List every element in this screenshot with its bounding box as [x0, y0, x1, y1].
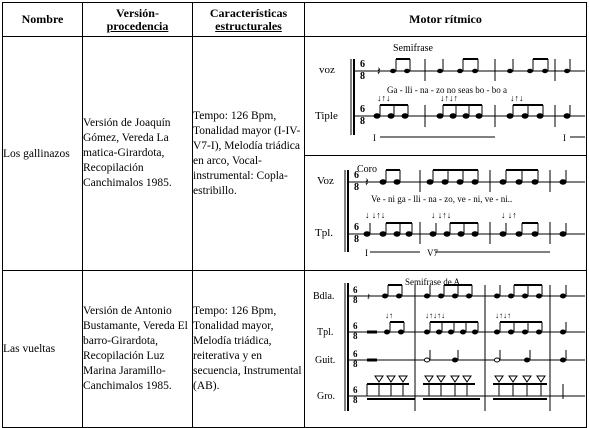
svg-text:↓↑: ↓↑ — [385, 311, 393, 320]
chord: V7 — [427, 248, 438, 258]
chord: I — [365, 248, 368, 258]
row-vueltas — [3, 271, 587, 428]
staff-label: Tpl. — [315, 227, 334, 239]
svg-text:↓ ↓↑↓: ↓ ↓↑↓ — [431, 210, 452, 220]
version-cell: Versión de Joaquín Gómez, Vereda La matica-Girardota, Recopilación Canchimalos 1985. — [83, 37, 193, 271]
svg-text:6: 6 — [353, 385, 358, 395]
lyrics: Ve - ni ga - lli - na - zo, ve - ni, ve - ni.. — [371, 194, 513, 204]
staff-label: Tiple — [315, 110, 338, 122]
meter: 8 — [360, 116, 365, 127]
svg-text:8: 8 — [353, 359, 358, 369]
caracteristicas-cell: Tempo: 126 Bpm, Tonalidad mayor (I-IV-V7-I), Melodía triádica en arco, Vocal-instrumental: Copla-estribillo. — [193, 37, 305, 271]
header-caracteristicas: Características estructurales — [193, 3, 305, 37]
svg-text:8: 8 — [354, 182, 359, 193]
svg-text:↓ ↓↑: ↓ ↓↑ — [501, 210, 517, 220]
svg-text:6: 6 — [354, 222, 359, 233]
svg-text:6: 6 — [354, 170, 359, 181]
svg-text:6: 6 — [353, 349, 358, 359]
lyrics: Ga - lli - na - zo no seas bo - bo a — [387, 85, 507, 95]
meter: 6 — [360, 104, 365, 115]
svg-text:8: 8 — [353, 295, 358, 305]
score-gallinazos-1 — [305, 37, 587, 155]
header-version: Versión- procedencia — [83, 3, 193, 37]
row-gallinazos — [3, 37, 587, 156]
nombre-cell: Las vueltas — [3, 271, 83, 428]
meter: 8 — [360, 71, 365, 82]
voice-notes — [365, 170, 566, 189]
staff-label: Tpl. — [317, 327, 334, 338]
caracteristicas-cell: Tempo: 126 Bpm, Tonalidad mayor, Melodía triádica, reiterativa y en secuencia, Instrumental (AB). — [193, 271, 305, 428]
svg-text:𝄽: 𝄽 — [367, 292, 371, 303]
svg-text:6: 6 — [353, 285, 358, 295]
header-nombre: Nombre — [3, 3, 83, 37]
tiple-notes — [364, 210, 566, 236]
score-cell-3 — [305, 271, 587, 428]
staff-lines — [345, 283, 585, 411]
chord: I — [563, 133, 566, 143]
svg-text:𝄽: 𝄽 — [365, 175, 369, 189]
version-cell: Versión de Antonio Bustamante, Vereda El barro-Girardota, Recopilación Luz Marina Jaramillo-Canchimalos 1985. — [83, 271, 193, 428]
score-vueltas — [305, 271, 587, 427]
score-label: Coro — [357, 164, 377, 175]
header-motor: Motor rítmico — [305, 3, 587, 37]
tiple-notes — [367, 311, 566, 334]
svg-text:8: 8 — [353, 395, 358, 405]
staff-label: Guit. — [315, 355, 336, 366]
bandola-notes — [367, 285, 566, 303]
meter: 6 — [360, 59, 365, 70]
staff-label: Voz — [317, 175, 334, 187]
score-cell-1 — [305, 37, 587, 156]
staff-label: Gro. — [317, 391, 336, 402]
svg-text:↓↑↓↑↓: ↓↑↓↑↓ — [425, 311, 445, 320]
chord: I — [373, 133, 376, 143]
svg-text:8: 8 — [353, 331, 358, 341]
tiple-notes — [374, 93, 570, 118]
score-gallinazos-2 — [305, 156, 587, 270]
score-cell-2 — [305, 156, 587, 271]
svg-text:↓↑↓↑: ↓↑↓↑ — [440, 93, 458, 103]
rhythm-table — [2, 2, 587, 428]
staff-label: voz — [319, 64, 335, 76]
svg-text:𝄽: 𝄽 — [377, 64, 381, 78]
score-label: Semifrase de A — [405, 277, 460, 287]
header-row — [3, 3, 587, 37]
nombre-cell: Los gallinazos — [3, 37, 83, 271]
svg-text:↓↑↓: ↓↑↓ — [377, 93, 391, 103]
svg-text:↓↑↓: ↓↑↓ — [510, 93, 524, 103]
svg-text:↓↑↓↑: ↓↑↓↑ — [495, 311, 511, 320]
svg-text:6: 6 — [353, 321, 358, 331]
score-label: Semifrase — [393, 43, 433, 54]
voice-notes — [377, 59, 570, 78]
svg-text:8: 8 — [354, 234, 359, 245]
svg-text:↓ ↓↑↓: ↓ ↓↑↓ — [365, 210, 386, 220]
staff-label: Bdla. — [313, 291, 335, 302]
